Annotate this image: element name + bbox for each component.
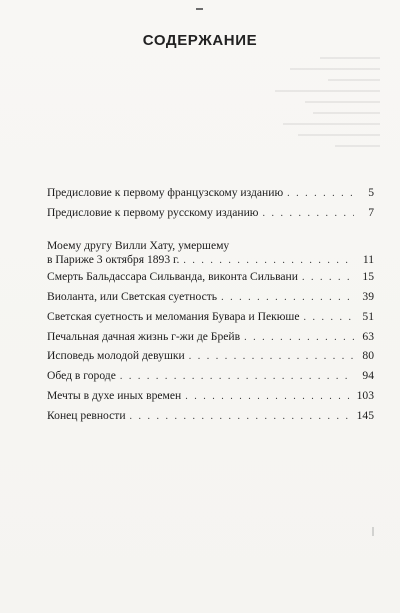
toc-entry-page: 80 bbox=[362, 349, 374, 362]
toc-entry-title: Предисловие к первому французскому изданию bbox=[47, 186, 284, 199]
toc-entry-title: Мечты в духе иных времен bbox=[47, 389, 182, 402]
toc-entry bbox=[47, 290, 374, 305]
toc-entry bbox=[47, 369, 374, 384]
toc-entry bbox=[47, 186, 374, 201]
toc-entry bbox=[47, 330, 374, 345]
toc-entry bbox=[47, 389, 374, 404]
toc-entry-page: 5 bbox=[368, 186, 374, 199]
dot-leader bbox=[120, 370, 354, 384]
toc-entry-title: Предисловие к первому русскому изданию bbox=[47, 206, 259, 219]
toc-entry-title: в Париже 3 октября 1893 г. bbox=[47, 253, 180, 266]
dot-leader bbox=[287, 187, 354, 201]
toc-entry-title: Обед в городе bbox=[47, 369, 116, 382]
toc-entry bbox=[47, 409, 374, 424]
dot-leader bbox=[302, 271, 354, 285]
toc-entry bbox=[47, 270, 374, 285]
toc-entry-title: Светская суетность и меломания Бувара и Пекюше bbox=[47, 310, 300, 323]
toc-entry-title: Смерть Бальдассара Сильванда, виконта Сильвани bbox=[47, 270, 298, 283]
dot-leader bbox=[244, 331, 354, 345]
toc-entry-page: 94 bbox=[362, 369, 374, 382]
toc-entry-page: 63 bbox=[362, 330, 374, 343]
toc-entry-title-line1: Моему другу Вилли Хату, умершему bbox=[47, 239, 230, 252]
page-title: СОДЕРЖАНИЕ bbox=[142, 32, 258, 49]
page-mark bbox=[372, 527, 374, 536]
toc-entry-page: 145 bbox=[356, 409, 374, 422]
toc-entry-page: 103 bbox=[356, 389, 374, 402]
page-mark bbox=[196, 8, 203, 10]
toc-entry-page: 15 bbox=[362, 270, 374, 283]
toc-entry-page: 11 bbox=[362, 253, 374, 266]
toc-entry-page: 7 bbox=[368, 206, 374, 219]
dot-leader bbox=[262, 207, 354, 221]
toc-entry bbox=[47, 349, 374, 364]
bleed-through-text bbox=[230, 48, 380, 153]
toc-entry-page: 51 bbox=[362, 310, 374, 323]
toc-entry bbox=[47, 310, 374, 325]
toc-entry-page: 39 bbox=[362, 290, 374, 303]
dot-leader bbox=[185, 390, 352, 404]
toc-entry-title: Печальная дачная жизнь г-жи де Брейв bbox=[47, 330, 241, 343]
dot-leader bbox=[221, 291, 354, 305]
toc-entry-title: Виоланта, или Светская суетность bbox=[47, 290, 218, 303]
toc-entry bbox=[47, 206, 374, 221]
dot-leader bbox=[189, 350, 354, 364]
dot-leader bbox=[130, 410, 353, 424]
toc-entry bbox=[47, 239, 374, 268]
toc-entry-title: Конец ревности bbox=[47, 409, 126, 422]
toc-entry-title: Исповедь молодой девушки bbox=[47, 349, 185, 362]
dot-leader bbox=[183, 254, 354, 268]
dot-leader bbox=[303, 311, 354, 325]
